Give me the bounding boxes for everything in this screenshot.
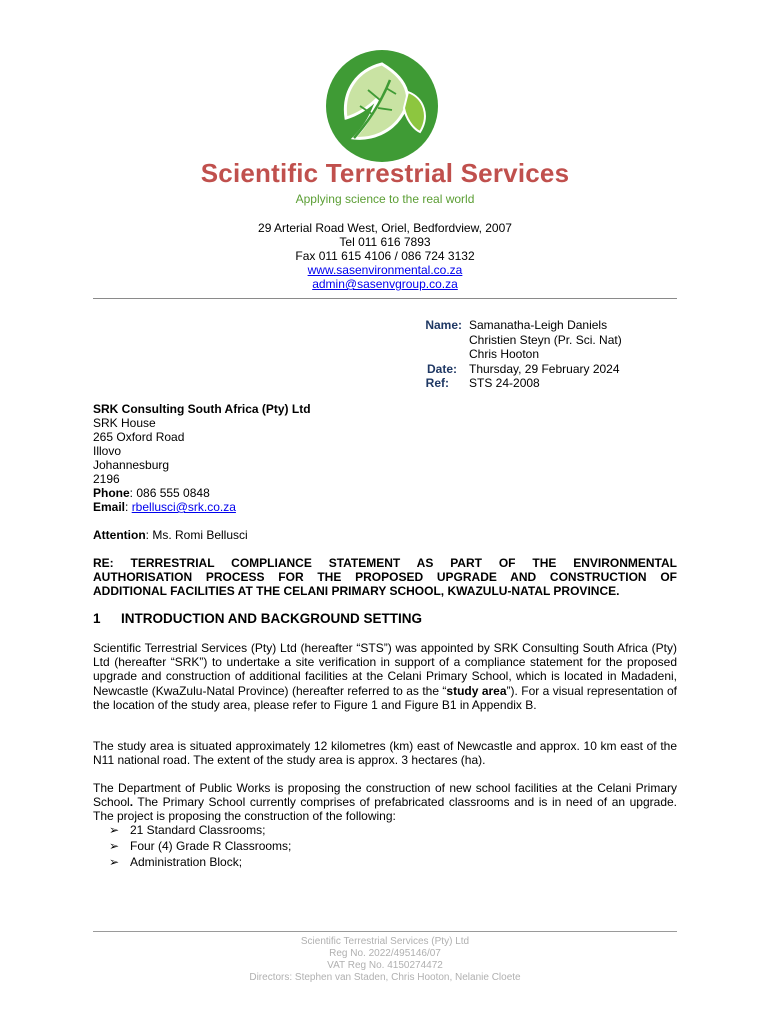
- arrow-bullet-icon: ➢: [109, 855, 120, 869]
- section-number: 1: [93, 611, 101, 626]
- website-link[interactable]: www.sasenvironmental.co.za: [307, 263, 463, 277]
- footer-divider: [93, 931, 677, 932]
- paragraph-2: The study area is situated approximately 12 kilometres (km) east of Newcastle and approx. 10 km east of the N11 national road. The extent of the study area is approx. 3 hectares (ha).: [93, 739, 677, 768]
- bullet-item-1: [109, 822, 265, 838]
- meta-name-2: Christien Steyn (Pr. Sci. Nat): [469, 332, 622, 347]
- arrow-bullet-icon: ➢: [109, 839, 120, 853]
- email-separator: :: [125, 500, 132, 514]
- recipient-line-1: SRK House: [93, 416, 156, 430]
- bullet-item-2: [109, 838, 291, 854]
- company-title: Scientific Terrestrial Services: [200, 158, 570, 188]
- section-title: INTRODUCTION AND BACKGROUND SETTING: [121, 611, 422, 626]
- recipient-phone: [93, 486, 311, 500]
- attention-line: [93, 528, 248, 542]
- subject-line-2: AUTHORISATION PROCESS FOR THE PROPOSED UPGRADE AND CONSTRUCTION OF: [93, 570, 677, 584]
- recipient-line-2: 265 Oxford Road: [93, 430, 185, 444]
- email-row: [0, 277, 770, 291]
- phone-label: Phone: [93, 486, 130, 500]
- website-row: [0, 263, 770, 277]
- para3-bold: .: [129, 795, 134, 810]
- para3-text-a: The Department of Public Works is proposing the construction of new school facilities at the Celani Primary School: [93, 781, 677, 810]
- company-address: 29 Arterial Road West, Oriel, Bedfordview, 2007: [258, 221, 512, 235]
- paragraph-1: [93, 641, 677, 712]
- footer-line-4: Directors: Stephen van Staden, Chris Hooton, Nelanie Cloete: [249, 972, 521, 983]
- recipient-line-5: 2196: [93, 472, 120, 486]
- meta-name-1: Samanatha-Leigh Daniels: [469, 318, 608, 332]
- email-label: Email: [93, 500, 126, 514]
- recipient-email: [93, 500, 311, 514]
- bullet-text-1: 21 Standard Classrooms;: [130, 823, 266, 837]
- arrow-bullet-icon: ➢: [109, 823, 120, 837]
- subject-line-3: ADDITIONAL FACILITIES AT THE CELANI PRIMARY SCHOOL, KWAZULU-NATAL PROVINCE.: [93, 584, 620, 598]
- name-label: Name:: [425, 318, 462, 332]
- bullet-text-2: Four (4) Grade R Classrooms;: [130, 839, 292, 853]
- meta-date: Thursday, 29 February 2024: [469, 361, 620, 376]
- meta-name-3: Chris Hooton: [469, 347, 540, 361]
- meta-ref: STS 24-2008: [469, 376, 540, 390]
- attention-value: : Ms. Romi Bellusci: [145, 528, 248, 542]
- sts-leaf-logo: [320, 44, 445, 164]
- company-fax: Fax 011 615 4106 / 086 724 3132: [295, 249, 475, 263]
- recipient-block: [93, 402, 311, 514]
- bullet-text-3: Administration Block;: [130, 855, 243, 869]
- footer-line-1: Scientific Terrestrial Services (Pty) Ltd: [300, 936, 470, 947]
- company-email-link[interactable]: admin@sasenvgroup.co.za: [312, 277, 458, 291]
- header-divider: [93, 298, 677, 299]
- para1-text-b: ”). For a visual representation of the location of the study area, please refer to Figure 1 and Figure B1 in Appendix B.: [93, 683, 677, 712]
- company-tel: Tel 011 616 7893: [339, 235, 431, 249]
- paragraph-3: [93, 781, 677, 824]
- recipient-line-4: Johannesburg: [93, 458, 170, 472]
- recipient-line-3: Illovo: [93, 444, 122, 458]
- company-tagline: Applying science to the real world: [295, 192, 475, 206]
- para1-text-a: Scientific Terrestrial Services (Pty) Ltd (hereafter “STS”) was appointed by SRK Consulting South Africa (Pty) Ltd (hereafter “SRK”) to undertake a site verification in support of a compliance statement for the proposed upgrade and construction of additional facilities at the Celani Primary School, which is located in Madadeni, Newcastle (KwaZulu-Natal Province) (hereafter referred to as the “: [93, 641, 677, 698]
- para3-text-b: The Primary School currently comprises of prefabricated classrooms and is in need of an upgrade. The project is proposing the construction of the following:: [93, 795, 677, 824]
- meta-block: [400, 318, 690, 398]
- subject-block: [93, 556, 677, 598]
- bullet-item-3: [109, 854, 242, 870]
- ref-label: Ref:: [425, 376, 449, 390]
- recipient-email-link[interactable]: rbellusci@srk.co.za: [131, 500, 236, 514]
- recipient-company: SRK Consulting South Africa (Pty) Ltd: [93, 402, 311, 416]
- footer-line-2: Reg No. 2022/495146/07: [329, 948, 441, 959]
- footer-line-3: VAT Reg No. 4150274472: [327, 960, 443, 971]
- para1-bold: study area: [446, 683, 507, 698]
- subject-line-1: RE: TERRESTRIAL COMPLIANCE STATEMENT AS PART OF THE ENVIRONMENTAL: [93, 556, 677, 570]
- attention-label: Attention: [93, 528, 146, 542]
- date-label: Date:: [426, 361, 457, 376]
- phone-value: : 086 555 0848: [129, 486, 210, 500]
